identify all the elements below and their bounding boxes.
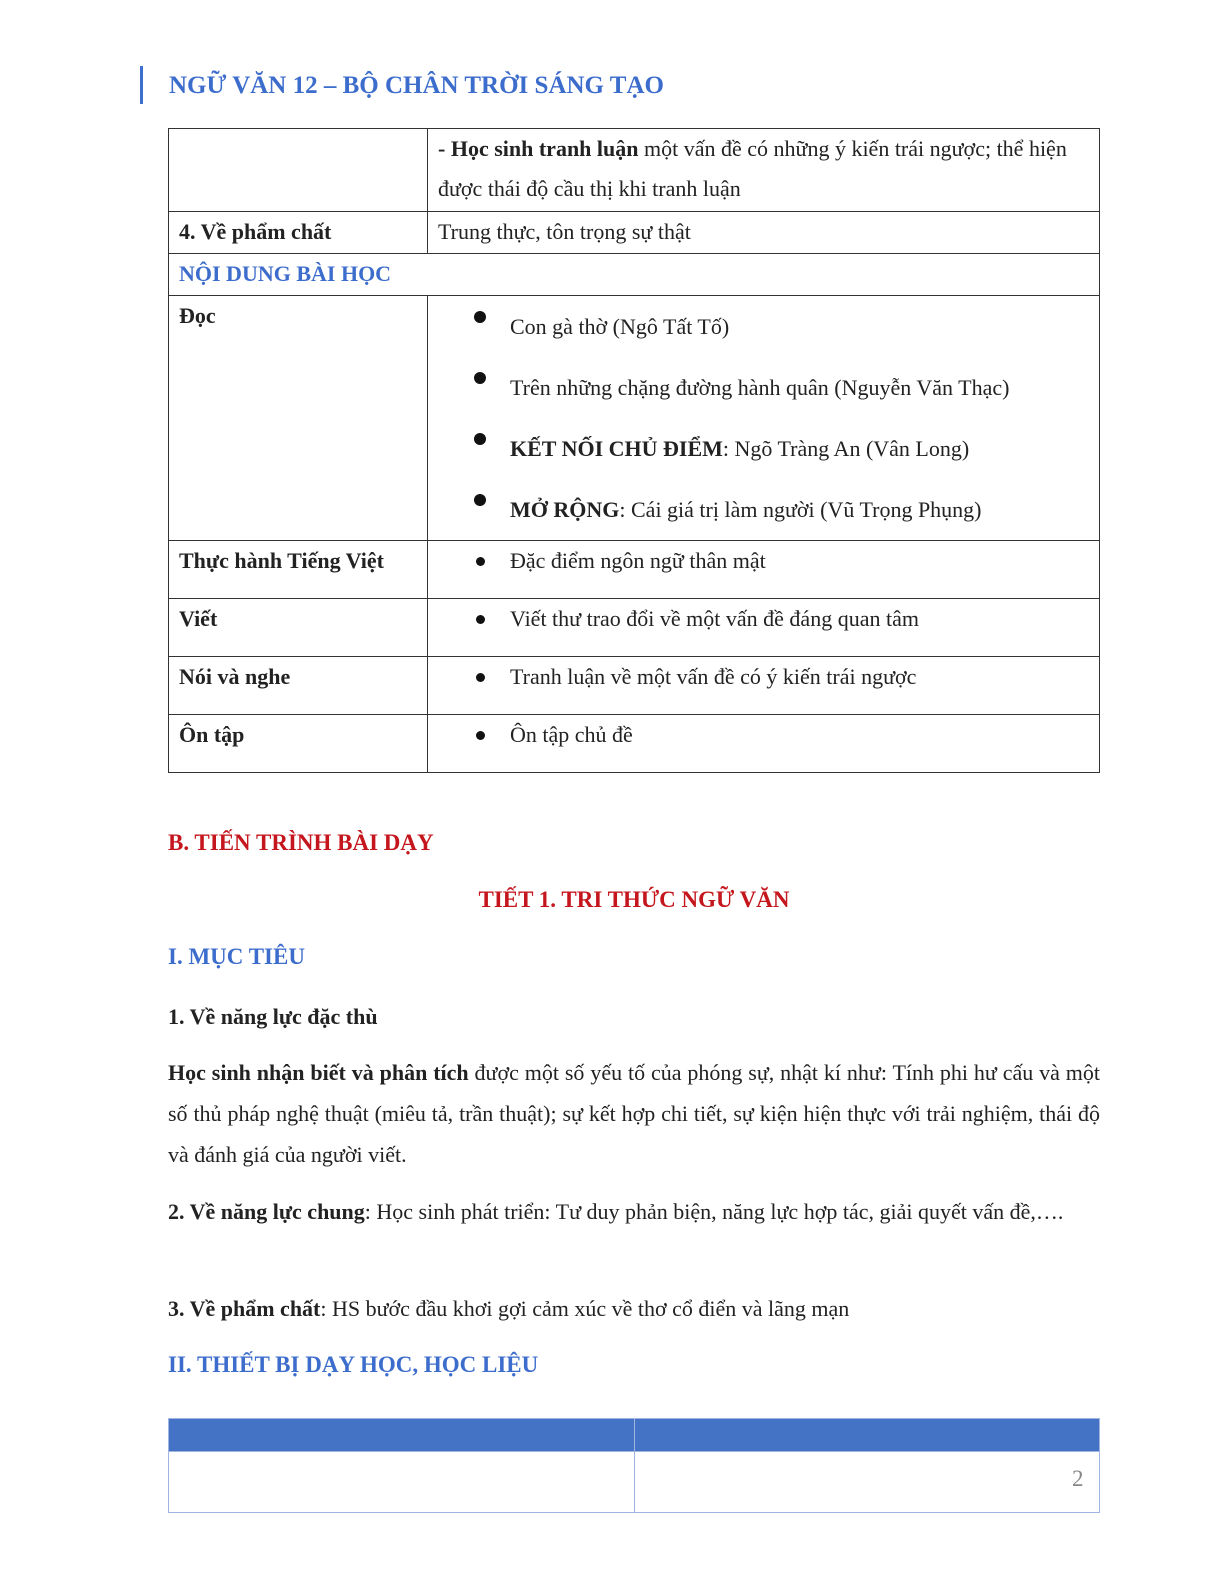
list-item-bold: MỞ RỘNG: [510, 497, 620, 522]
empty-cell: [169, 129, 428, 212]
header-cell: [169, 1419, 635, 1452]
table-row: [169, 657, 1100, 715]
equipment-table: [168, 1418, 1100, 1513]
table-row: [169, 212, 1100, 254]
paragraph-qualities: [168, 1288, 1100, 1329]
list-item-text: Trên những chặng đường hành quân (Nguyễn Văn Thạc): [510, 375, 1010, 400]
row-label: Ôn tập: [169, 715, 428, 773]
paragraph-general-competence: [168, 1191, 1100, 1232]
row-label: Viết: [169, 599, 428, 657]
page-number: 2: [1072, 1466, 1084, 1491]
document-header: [140, 66, 664, 104]
list-item: Ôn tập chủ đề: [470, 715, 1089, 755]
list-item: [470, 479, 1089, 540]
table-row: [169, 254, 1100, 296]
header-title: NGỮ VĂN 12 – BỘ CHÂN TRỜI SÁNG TẠO: [169, 72, 664, 99]
list-item-bold: KẾT NỐI CHỦ ĐIỂM: [510, 436, 723, 461]
list-item-text: : Cái giá trị làm người (Vũ Trọng Phụng): [619, 497, 982, 522]
list-item: [470, 418, 1089, 479]
row-label: 4. Về phẩm chất: [169, 212, 428, 254]
lesson-overview-table: [168, 128, 1100, 773]
list-item: Viết thư trao đổi về một vấn đề đáng quan tâm: [470, 599, 1089, 639]
table-cell: Trung thực, tôn trọng sự thật: [428, 212, 1100, 254]
table-cell: [428, 129, 1100, 212]
specific-competence-heading: 1. Về năng lực đặc thù: [168, 1004, 378, 1029]
section-heading: NỘI DUNG BÀI HỌC: [169, 254, 1100, 296]
lesson-title: TIẾT 1. TRI THỨC NGỮ VĂN: [478, 887, 790, 912]
cell-bold-text: - Học sinh tranh luận: [438, 136, 639, 161]
table-cell: [634, 1452, 1100, 1513]
para-text: được một số yếu tố của phóng sự, nhật kí như: Tính phi hư cấu và một số thủ pháp nghệ thuật (miêu tả, trần thuật); sự kết hợp chi tiết, sự kiện hiện thực với trải nghiệm, thái độ và đánh giá của người viết.: [168, 1060, 1101, 1167]
para-text: : HS bước đầu khơi gợi cảm xúc về thơ cổ điển và lãng mạn: [320, 1296, 850, 1321]
list-item: Đặc điểm ngôn ngữ thân mật: [470, 541, 1089, 581]
table-cell: [428, 657, 1100, 715]
row-label: Đọc: [169, 296, 428, 541]
list-item: [470, 296, 1089, 357]
equipment-heading: II. THIẾT BỊ DẠY HỌC, HỌC LIỆU: [168, 1352, 539, 1377]
para-bold: 2. Về năng lực chung: [168, 1199, 365, 1224]
para-text: : Học sinh phát triển: Tư duy phản biện, năng lực hợp tác, giải quyết vấn đề,….: [364, 1199, 1064, 1224]
table-row: [169, 1452, 1100, 1513]
row-label: Thực hành Tiếng Việt: [169, 541, 428, 599]
list-item-text: Con gà thờ (Ngô Tất Tố): [510, 314, 730, 339]
objectives-heading: I. MỤC TIÊU: [168, 944, 305, 969]
row-label: Nói và nghe: [169, 657, 428, 715]
list-item-text: : Ngõ Tràng An (Vân Long): [722, 436, 970, 461]
table-cell: [428, 715, 1100, 773]
cell-text: một vấn đề có những ý kiến trái ngược; thể hiện được thái độ cầu thị khi tranh luận: [438, 136, 1067, 201]
table-row: [169, 599, 1100, 657]
table-row: [169, 296, 1100, 541]
table-cell: [169, 1452, 635, 1513]
list-item: [470, 357, 1089, 418]
table-cell: [428, 599, 1100, 657]
table-row: [169, 541, 1100, 599]
header-cell: [634, 1419, 1100, 1452]
section-b-heading: B. TIẾN TRÌNH BÀI DẠY: [168, 830, 434, 855]
paragraph-specific-competence: [168, 1052, 1100, 1175]
table-row: [169, 129, 1100, 212]
para-bold: 3. Về phẩm chất: [168, 1296, 321, 1321]
table-cell: [428, 541, 1100, 599]
para-bold: Học sinh nhận biết và phân tích: [168, 1060, 469, 1085]
reading-list: [438, 296, 1089, 540]
list-item: Tranh luận về một vấn đề có ý kiến trái ngược: [470, 657, 1089, 697]
table-header-row: [169, 1419, 1100, 1452]
table-row: [169, 715, 1100, 773]
table-cell: [428, 296, 1100, 541]
